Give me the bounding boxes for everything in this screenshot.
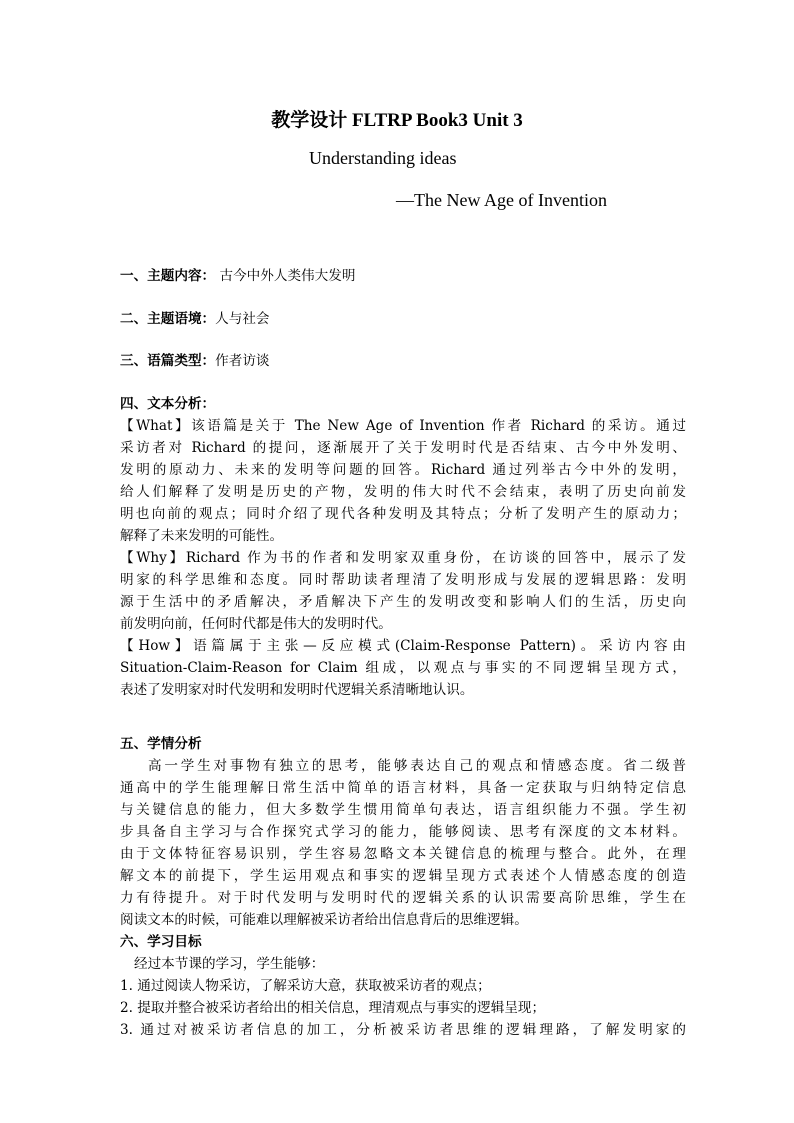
section-theme-context bbox=[120, 308, 686, 330]
objective-item: 1. 通过阅读人物采访，了解采访大意，获取被采访者的观点； bbox=[120, 978, 491, 994]
section-value: 人与社会 bbox=[215, 311, 270, 327]
section-heading: 六、学习目标 bbox=[120, 934, 202, 950]
paragraph-line: 源于生活中的矛盾解决，矛盾解决下产生的发明改变和影响人们的生活，历史向 bbox=[120, 594, 686, 610]
paragraph-line: 解释了未来发明的可能性。 bbox=[120, 528, 284, 544]
paragraph-line: 通高中的学生能理解日常生活中简单的语言材料，具备一定获取与归纳特定信息 bbox=[120, 780, 686, 796]
paragraph-line: 步具备自主学习与合作探究式学习的能力，能够阅读、思考有深度的文本材料。 bbox=[120, 824, 686, 840]
section-text-type bbox=[120, 350, 686, 372]
paragraph-line: 前发明向前，任何时代都是伟大的发明时代。 bbox=[120, 616, 392, 632]
objective-item: 2. 提取并整合被采访者给出的相关信息，理清观点与事实的逻辑呈现； bbox=[120, 1000, 546, 1016]
paragraph-line: 力有待提升。对于时代发明与发明时代的逻辑关系的认识需要高阶思维，学生在 bbox=[120, 890, 686, 906]
paragraph-line: 表述了发明家对时代发明和发明时代逻辑关系清晰地认识。 bbox=[120, 682, 474, 698]
document-subtitle-lesson: —The New Age of Invention bbox=[396, 190, 607, 210]
section-label: 三、语篇类型： bbox=[120, 353, 216, 369]
paragraph-line: 由于文体特征容易识别，学生容易忽略文本关键信息的梳理与整合。此外，在理 bbox=[120, 846, 686, 862]
paragraph-line: 【How】语篇属于主张—反应模式(Claim-Response Pattern)。采访内容由 bbox=[120, 638, 686, 654]
section-label: 一、主题内容： bbox=[120, 268, 216, 284]
document-title: 教学设计 FLTRP Book3 Unit 3 bbox=[271, 110, 523, 131]
section-heading: 四、文本分析： bbox=[120, 396, 216, 412]
section-label: 二、主题语境： bbox=[120, 311, 216, 327]
paragraph-line: 【Why】Richard 作为书的作者和发明家双重身份，在访谈的回答中，展示了发 bbox=[120, 550, 686, 566]
section-theme-content bbox=[120, 265, 686, 287]
paragraph-line: 给人们解释了发明是历史的产物，发明的伟大时代不会结束，表明了历史向前发 bbox=[120, 484, 686, 500]
section-learner-analysis bbox=[120, 733, 686, 1041]
paragraph-line: 解文本的前提下，学生运用观点和事实的逻辑呈现方式表述个人情感态度的创造 bbox=[120, 868, 686, 884]
paragraph-line: 【What】该语篇是关于 The New Age of Invention 作者 Richard 的采访。通过 bbox=[120, 418, 686, 434]
section-heading: 五、学情分析 bbox=[120, 736, 202, 752]
paragraph-line: 明也向前的观点；同时介绍了现代各种发明及其特点；分析了发明产生的原动力； bbox=[120, 506, 686, 522]
objective-item: 3. 通过对被采访者信息的加工，分析被采访者思维的逻辑理路，了解发明家的 bbox=[120, 1022, 686, 1038]
objectives-intro: 经过本节课的学习，学生能够： bbox=[134, 956, 325, 972]
paragraph-line: 高一学生对事物有独立的思考，能够表达自己的观点和情感态度。省二级普 bbox=[148, 758, 686, 774]
paragraph-line: 明家的科学思维和态度。同时帮助读者理清了发明形成与发展的逻辑思路：发明 bbox=[120, 572, 686, 588]
paragraph-line: 与关键信息的能力，但大多数学生惯用简单句表达，语言组织能力不强。学生初 bbox=[120, 802, 686, 818]
paragraph-line: 发明的原动力、未来的发明等问题的回答。Richard 通过列举古今中外的发明， bbox=[120, 462, 686, 478]
paragraph-line: 阅读文本的时候，可能难以理解被采访者给出信息背后的思维逻辑。 bbox=[120, 912, 528, 928]
paragraph-line: Situation-Claim-Reason for Claim 组成，以观点与事实的不同逻辑呈现方式， bbox=[120, 660, 686, 676]
section-value: 古今中外人类伟大发明 bbox=[215, 268, 356, 284]
section-text-analysis bbox=[120, 393, 686, 701]
section-value: 作者访谈 bbox=[215, 353, 270, 369]
document-subtitle: Understanding ideas bbox=[309, 148, 457, 168]
paragraph-line: 采访者对 Richard 的提问，逐渐展开了关于发明时代是否结束、古今中外发明、 bbox=[120, 440, 686, 456]
